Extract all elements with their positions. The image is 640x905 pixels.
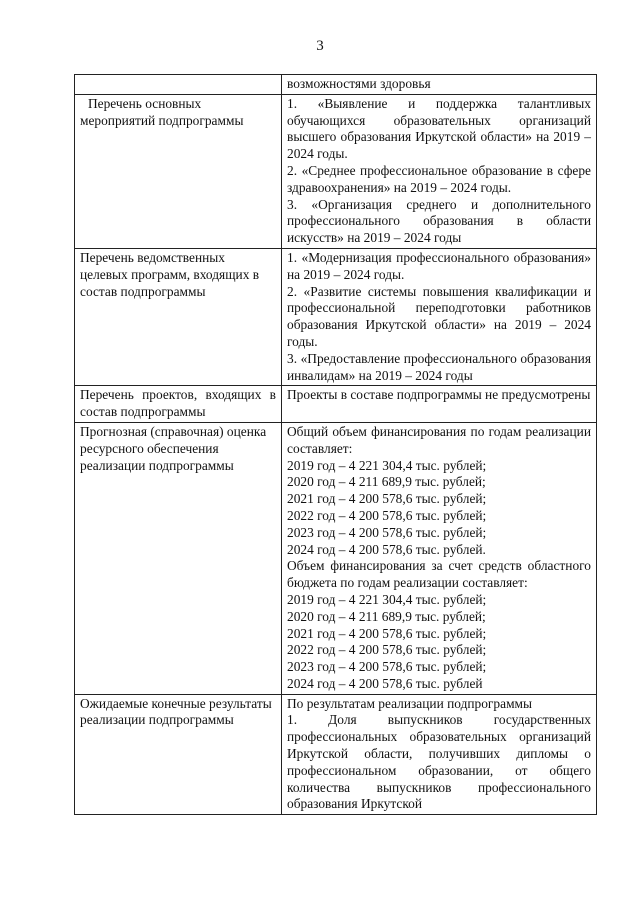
row-content-cell bbox=[282, 94, 597, 248]
row-content-cell bbox=[282, 422, 597, 694]
funding-line: 2022 год – 4 200 578,6 тыс. рублей; bbox=[287, 507, 487, 523]
funding-line: 2024 год – 4 200 578,6 тыс. рублей. bbox=[287, 541, 486, 557]
row-label-cell bbox=[75, 94, 282, 248]
row-content-cell bbox=[282, 75, 597, 95]
table-row bbox=[75, 422, 597, 694]
content-paragraph: По результатам реализации подпрограммы bbox=[287, 695, 533, 711]
table-row bbox=[75, 386, 597, 423]
content-paragraph: Общий объем финансирования по годам реализации составляет: bbox=[287, 423, 591, 456]
row-label-cell bbox=[75, 386, 282, 423]
content-paragraph: Проекты в составе подпрограммы не предусмотрены bbox=[287, 387, 591, 403]
content-paragraph: 1. «Модернизация профессионального образования» на 2019 – 2024 годы. bbox=[287, 249, 591, 282]
row-content-cell bbox=[282, 694, 597, 815]
content-paragraph: Объем финансирования за счет средств областного бюджета по годам реализации составляет: bbox=[287, 558, 591, 591]
funding-line: 2023 год – 4 200 578,6 тыс. рублей; bbox=[287, 524, 487, 540]
row-label-cell bbox=[75, 248, 282, 385]
funding-line: 2024 год – 4 200 578,6 тыс. рублей bbox=[287, 675, 483, 691]
funding-line: 2019 год – 4 221 304,4 тыс. рублей; bbox=[287, 457, 487, 473]
table-row bbox=[75, 75, 597, 95]
table-row bbox=[75, 248, 597, 385]
row-label-cell bbox=[75, 75, 282, 95]
row-label: Перечень основных мероприятий подпрограммы bbox=[80, 95, 244, 128]
content-paragraph: 2. «Развитие системы повышения квалификации и профессиональной переподготовки работников образования Иркутской области» на 2019 – 2024 годы. bbox=[287, 283, 591, 349]
funding-line: 2022 год – 4 200 578,6 тыс. рублей; bbox=[287, 642, 487, 658]
content-paragraph: 3. «Предоставление профессионального образования инвалидам» на 2019 – 2024 годы bbox=[287, 350, 591, 383]
table-row bbox=[75, 694, 597, 815]
funding-line: 2023 год – 4 200 578,6 тыс. рублей; bbox=[287, 659, 487, 675]
subprogram-passport-table bbox=[74, 74, 597, 815]
funding-line: 2021 год – 4 200 578,6 тыс. рублей; bbox=[287, 491, 487, 507]
funding-line: 2020 год – 4 211 689,9 тыс. рублей; bbox=[287, 608, 486, 624]
content-paragraph: 3. «Организация среднего и дополнительного профессионального образования в области искусств» на 2019 – 2024 годы bbox=[287, 196, 591, 246]
funding-line: 2021 год – 4 200 578,6 тыс. рублей; bbox=[287, 625, 487, 641]
row-content-cell bbox=[282, 386, 597, 423]
row-label-cell bbox=[75, 694, 282, 815]
funding-line: 2019 год – 4 221 304,4 тыс. рублей; bbox=[287, 591, 487, 607]
row-label: Перечень ведомственных целевых программ, входящих в состав подпрограммы bbox=[80, 249, 260, 299]
content-paragraph: 1. «Выявление и поддержка талантливых обучающихся образовательных организаций высшего образования Иркутской области» на 2019 – 2024 годы. bbox=[287, 95, 591, 162]
row-content-cell bbox=[282, 248, 597, 385]
row-label: Ожидаемые конечные результаты реализации подпрограммы bbox=[80, 695, 272, 728]
row-label: Перечень проектов, входящих в состав подпрограммы bbox=[80, 387, 276, 420]
page-number: 3 bbox=[316, 38, 324, 54]
row-label: Прогнозная (справочная) оценка ресурсного обеспечения реализации подпрограммы bbox=[80, 423, 267, 473]
content-paragraph: возможностями здоровья bbox=[287, 76, 431, 91]
table-row bbox=[75, 94, 597, 248]
row-label-cell bbox=[75, 422, 282, 694]
funding-line: 2020 год – 4 211 689,9 тыс. рублей; bbox=[287, 474, 486, 490]
content-paragraph: 1. Доля выпускников государственных профессиональных образовательных организаций Иркутской области, получивших дипломы о профессиональном образовании, от общего количества выпускников профессионального образования Иркутской bbox=[287, 712, 591, 812]
content-paragraph: 2. «Среднее профессиональное образование в сфере здравоохранения» на 2019 – 2024 годы. bbox=[287, 162, 591, 195]
